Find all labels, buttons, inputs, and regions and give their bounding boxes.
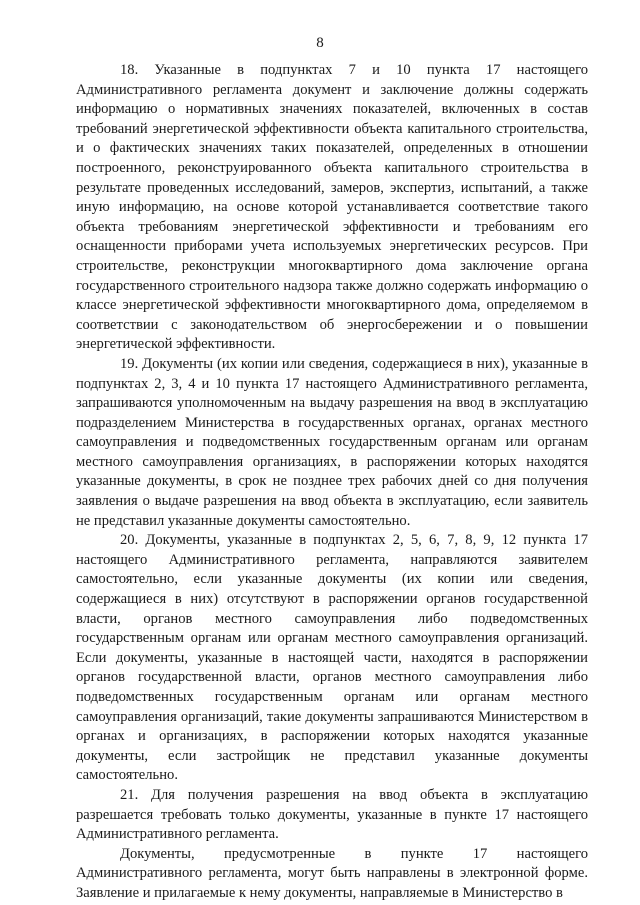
paragraph-21: 21. Для получения разрешения на ввод объекта в эксплуатацию разрешается требовать только документы, указанные в пункте 17 настоящего Административного регламента. [76,786,588,843]
document-body [76,61,588,904]
page-number: 8 [316,35,324,51]
paragraph-18: 18. Указанные в подпунктах 7 и 10 пункта 17 настоящего Административного регламента документ и заключение должны содержать информацию о нормативных значениях показателей, включенных в состав требований энергетической эффективности объекта капитального строительства, и о фактических значениях таких показателей, определенных в отношении построенного, реконструированного объекта капитального строительства в результате проведенных исследований, замеров, экспертиз, испытаний, а также иную информацию, на основе которой устанавливается соответствие такого объекта требованиям энергетической эффективности и требованиям его оснащенности приборами учета используемых энергетических ресурсов. При строительстве, реконструкции многоквартирного дома заключение органа государственного строительного надзора также должно содержать информацию о классе энергетической эффективности многоквартирного дома, определяемом в соответствии с законодательством об энергосбережении и о повышении энергетической эффективности. [76,62,588,353]
paragraph-19: 19. Документы (их копии или сведения, содержащиеся в них), указанные в подпунктах 2, 3, 4 и 10 пункта 17 настоящего Административного регламента, запрашиваются уполномоченным на выдачу разрешения на ввод в эксплуатацию подразделением Министерства в государственных органах, органах местного самоуправления и подведомственных государственным органам или органам местного самоуправления организациях, в распоряжении которых находятся указанные документы, в срок не позднее трех рабочих дней со дня получения заявления о выдаче разрешения на ввод объекта в эксплуатацию, если заявитель не представил указанные документы самостоятельно. [76,355,588,529]
paragraph-20: 20. Документы, указанные в подпунктах 2, 5, 6, 7, 8, 9, 12 пункта 17 настоящего Административного регламента, направляются заявителем самостоятельно, если указанные документы (их копии или сведения, содержащиеся в них) отсутствуют в распоряжении органов государственной власти, органов местного самоуправления либо подведомственных государственным органам или органам местного самоуправления организаций. Если документы, указанные в настоящей части, находятся в распоряжении органов государственной власти, органов местного самоуправления либо подведомственных государственным органам или органам местного самоуправления организаций, такие документы запрашиваются Министерством в органах и организациях, в распоряжении которых находятся указанные документы, если застройщик не представил указанные документы самостоятельно. [76,532,588,784]
paragraph-21-continuation: Документы, предусмотренные в пункте 17 настоящего Административного регламента, могут быть направлены в электронной форме. Заявление и прилагаемые к нему документы, направляемые в Министерство в [76,845,588,901]
